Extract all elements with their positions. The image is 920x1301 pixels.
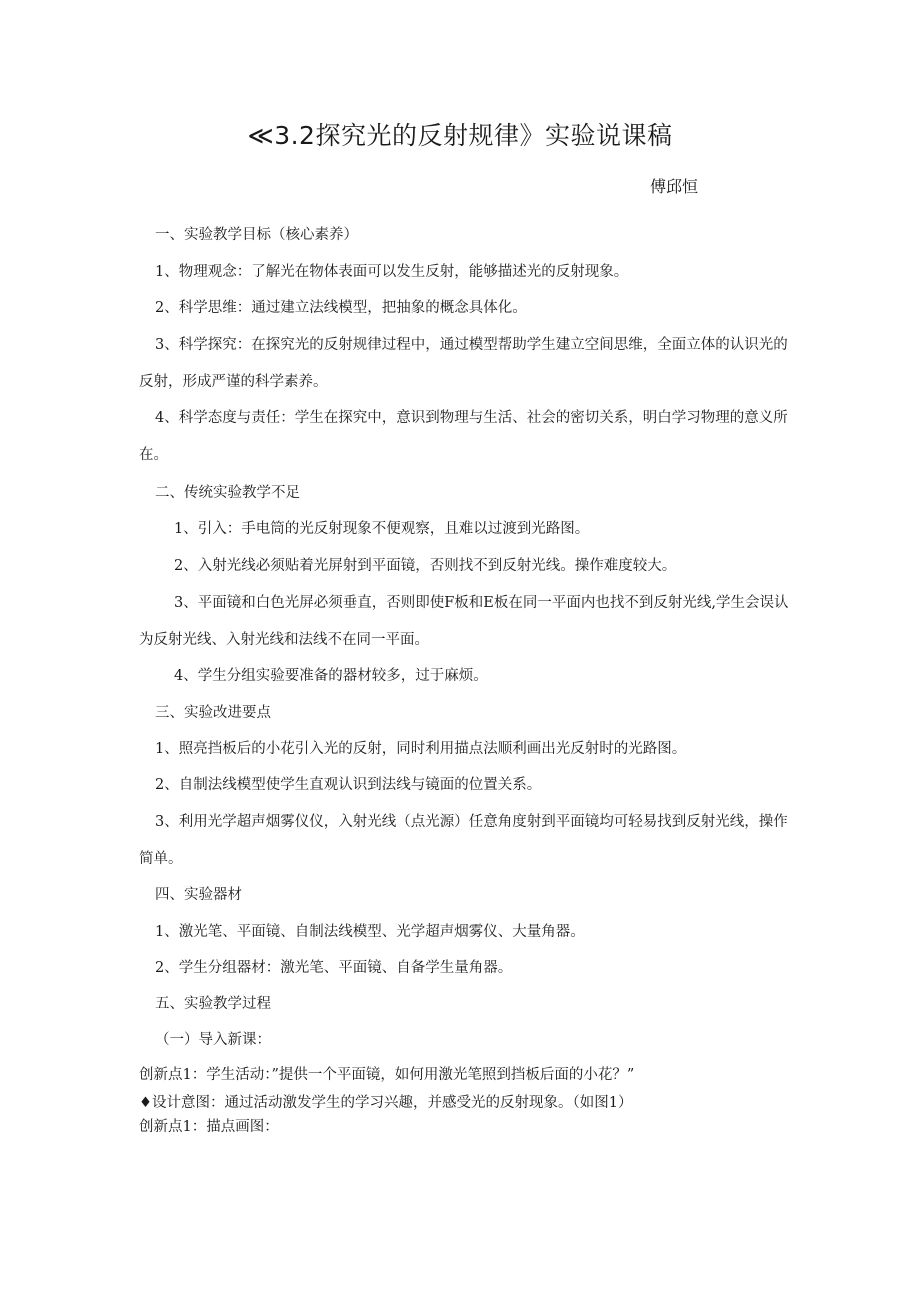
paragraph: 4、科学态度与责任：学生在探究中，意识到物理与生活、社会的密切关系，明白学习物理的意义所在。	[139, 410, 788, 463]
subsection-heading: （一）导入新课：	[155, 1032, 271, 1048]
paragraph: 1、引入：手电筒的光反射现象不便观察，且难以过渡到光路图。	[174, 521, 590, 537]
paragraph: 3、科学探究：在探究光的反射规律过程中，通过模型帮助学生建立空间思维，全面立体的认识光的反射，形成严谨的科学素养。	[139, 337, 788, 390]
paragraph: 4、学生分组实验要准备的器材较多，过于麻烦。	[174, 668, 488, 684]
paragraph: ♦设计意图：通过活动激发学生的学习兴趣，并感受光的反射现象。（如图1）	[139, 1095, 633, 1111]
author-name: 傅邱恒	[650, 177, 699, 196]
paragraph: 1、物理观念：了解光在物体表面可以发生反射，能够描述光的反射现象。	[155, 264, 629, 280]
paragraph: 3、平面镜和白色光屏必须垂直，否则即使F板和E板在同一平面内也找不到反射光线,学生会误认为反射光线、入射光线和法线不在同一平面。	[139, 595, 789, 648]
paragraph: 2、自制法线模型使学生直观认识到法线与镜面的位置关系。	[155, 777, 542, 793]
paragraph: 1、激光笔、平面镜、自制法线模型、光学超声烟雾仪、大量角器。	[155, 924, 585, 940]
paragraph: 2、科学思维：通过建立法线模型，把抽象的概念具体化。	[155, 300, 527, 316]
paragraph: 3、利用光学超声烟雾仪仪，入射光线（点光源）任意角度射到平面镜均可轻易找到反射光线，操作简单。	[139, 814, 788, 867]
paragraph: 1、照亮挡板后的小花引入光的反射，同时利用描点法顺利画出光反射时的光路图。	[155, 741, 687, 757]
paragraph: 创新点1：描点画图：	[139, 1119, 279, 1135]
section-heading: 二、传统实验教学不足	[155, 485, 300, 501]
section-heading: 四、实验器材	[155, 887, 242, 903]
section-heading: 一、实验教学目标（核心素养）	[155, 227, 358, 243]
paragraph: 创新点1：学生活动：”提供一个平面镜，如何用激光笔照到挡板后面的小花？”	[139, 1067, 635, 1083]
section-heading: 五、实验教学过程	[155, 996, 271, 1012]
document-title: ≪3.2探究光的反射规律》实验说课稿	[247, 121, 673, 150]
paragraph: 2、学生分组器材：激光笔、平面镜、自备学生量角器。	[155, 960, 513, 976]
paragraph: 2、入射光线必须贴着光屏射到平面镜，否则找不到反射光线。操作难度较大。	[174, 558, 677, 574]
section-heading: 三、实验改进要点	[155, 705, 271, 721]
